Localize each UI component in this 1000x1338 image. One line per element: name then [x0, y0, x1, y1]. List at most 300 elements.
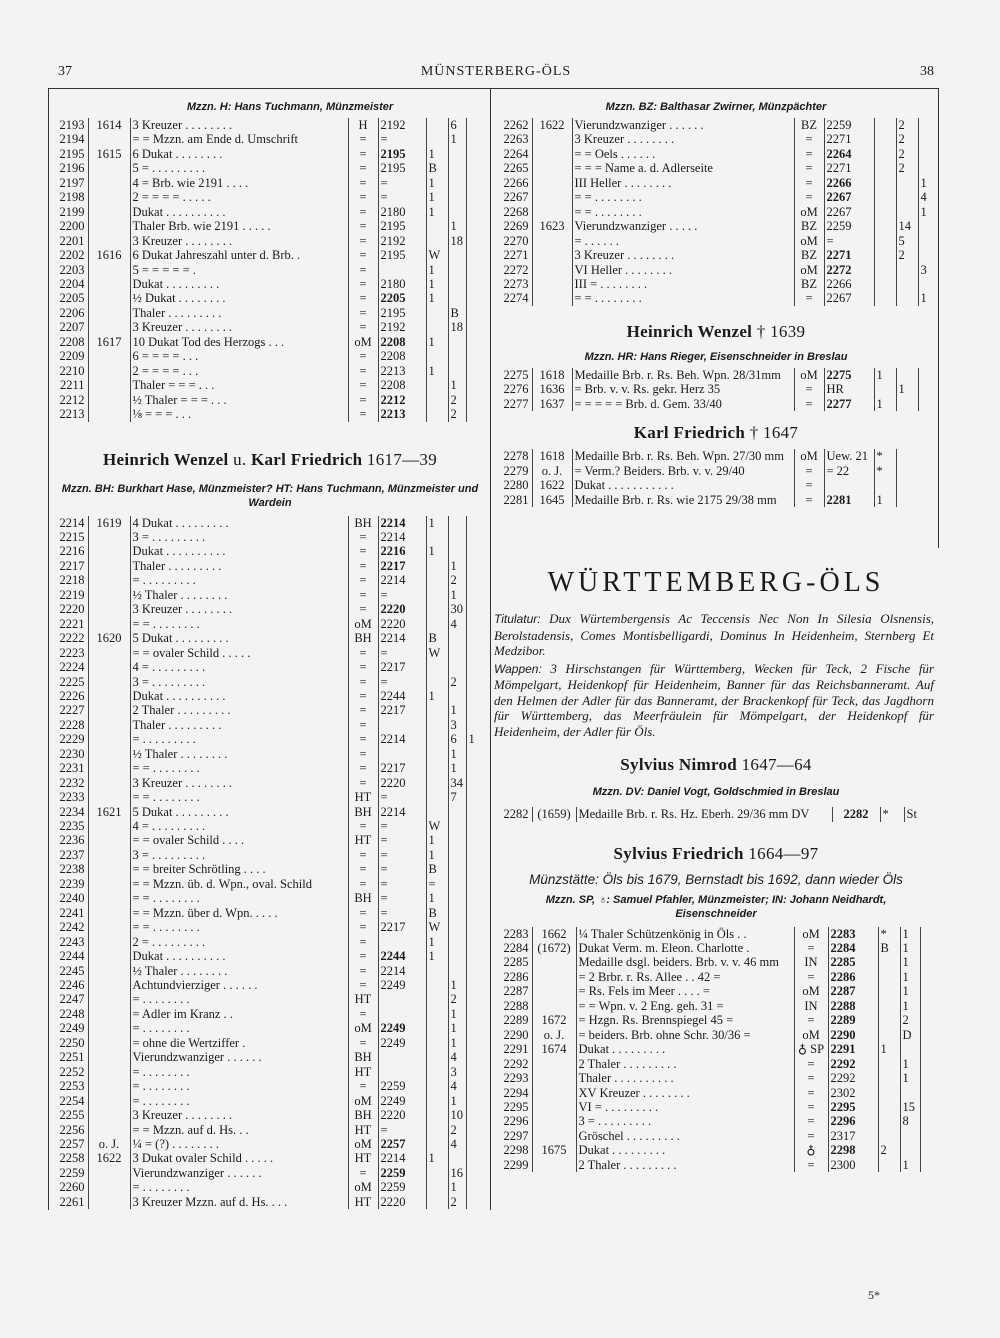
- table-row: [494, 1114, 934, 1128]
- description: Medaille Brb. r. Rs. Hz. Eberh. 29/36 mm DV: [576, 807, 832, 821]
- count-1: [426, 1195, 448, 1209]
- count-3: [466, 1036, 480, 1050]
- count-3: [466, 335, 480, 349]
- reference: 2180: [378, 277, 426, 291]
- catalog-number: 2198: [50, 190, 88, 204]
- description: 3 = . . . . . . . . .: [130, 530, 348, 544]
- count-2: 1: [448, 747, 466, 761]
- count-3: [920, 1071, 934, 1085]
- count-3: [466, 161, 480, 175]
- mint-mark: BH: [348, 631, 378, 645]
- reference: 2287: [828, 984, 878, 998]
- description: Thaler . . . . . . . . .: [130, 718, 348, 732]
- year: 1614: [88, 118, 130, 132]
- count-1: [426, 992, 448, 1006]
- year: [88, 732, 130, 746]
- count-2: 16: [448, 1166, 466, 1180]
- count-2: 4: [448, 1079, 466, 1093]
- table-row: [494, 118, 934, 132]
- mint-mark: =: [794, 397, 824, 411]
- mint-mark: =: [348, 190, 378, 204]
- reference: 2259: [824, 118, 874, 132]
- mint-mark: BZ: [794, 277, 824, 291]
- count-2: 1: [448, 378, 466, 392]
- catalog-number: 2276: [494, 382, 532, 396]
- reference: 2290: [828, 1028, 878, 1042]
- description: = . . . . . . . .: [130, 1180, 348, 1194]
- count-3: 4: [920, 190, 927, 205]
- reference: 2195: [378, 306, 426, 320]
- table-row: [494, 1057, 934, 1071]
- count-2: 5: [896, 234, 918, 248]
- table-row: [50, 1180, 480, 1194]
- catalog-number: 2299: [494, 1158, 532, 1172]
- reference: =: [378, 790, 426, 804]
- mint-mark: =: [794, 161, 824, 175]
- reference: HR: [824, 382, 874, 396]
- count-2: 1: [448, 219, 466, 233]
- reference: 2298: [828, 1143, 878, 1157]
- catalog-number: 2282: [494, 807, 532, 821]
- mint-mark: =: [348, 776, 378, 790]
- coin-table: [494, 118, 934, 306]
- table-row: [50, 906, 480, 920]
- count-3: [466, 349, 480, 363]
- table-row: [494, 1158, 934, 1172]
- count-2: [900, 1129, 920, 1143]
- mint-mark: =: [348, 147, 378, 161]
- description: = = ovaler Schild . . . .: [130, 833, 348, 847]
- count-3: [466, 1166, 480, 1180]
- count-3: [466, 1007, 480, 1021]
- section-heading: Karl Friedrich † 1647: [633, 423, 799, 443]
- count-3: [466, 219, 480, 233]
- table-row: [50, 790, 480, 804]
- count-2: [448, 646, 466, 660]
- description: ½ Thaler . . . . . . . .: [130, 964, 348, 978]
- description: = = . . . . . . . .: [572, 205, 794, 219]
- count-1: [878, 1100, 900, 1114]
- reference: 2292: [828, 1057, 878, 1071]
- count-1: [426, 747, 448, 761]
- count-3: [920, 1158, 934, 1172]
- count-3: 1: [920, 291, 927, 306]
- catalog-number: 2212: [50, 393, 88, 407]
- reference: 2217: [378, 660, 426, 674]
- reference: 2214: [378, 631, 426, 645]
- year: [88, 1195, 130, 1209]
- count-2: 1: [448, 761, 466, 775]
- catalog-number: 2275: [494, 368, 532, 382]
- table-row: [494, 277, 934, 291]
- count-3: [466, 407, 480, 421]
- mint-mark: =: [348, 1079, 378, 1093]
- mint-mark: =: [794, 1013, 828, 1027]
- table-row: [494, 970, 934, 984]
- count-2: 2: [448, 675, 466, 689]
- description: 3 = . . . . . . . . .: [130, 675, 348, 689]
- mint-mark: =: [348, 848, 378, 862]
- mint-mark: =: [794, 147, 824, 161]
- catalog-number: 2249: [50, 1021, 88, 1035]
- year: [88, 703, 130, 717]
- count-2: [448, 935, 466, 949]
- mint-mark: HT: [348, 992, 378, 1006]
- catalog-number: 2237: [50, 848, 88, 862]
- description: = = Mzzn. am Ende d. Umschrift: [130, 132, 348, 146]
- table-row: [50, 132, 480, 146]
- count-1: [874, 382, 896, 396]
- mint-mark: =: [348, 291, 378, 305]
- catalog-number: 2259: [50, 1166, 88, 1180]
- count-1: 1: [426, 544, 448, 558]
- count-1: [426, 660, 448, 674]
- count-1: [426, 1166, 448, 1180]
- count-2: [448, 277, 466, 291]
- catalog-number: 2289: [494, 1013, 532, 1027]
- table-row: [494, 205, 934, 219]
- count-2: 1: [448, 1036, 466, 1050]
- description: Thaler . . . . . . . . .: [130, 559, 348, 573]
- count-1: B: [426, 862, 448, 876]
- description: = = . . . . . . . .: [130, 617, 348, 631]
- count-3: [466, 190, 480, 204]
- table-row: [50, 964, 480, 978]
- description: ½ Thaler . . . . . . . .: [130, 588, 348, 602]
- wuerttemberg-oels-title: WÜRTTEMBERG-ÖLS: [547, 567, 885, 599]
- count-2: 1: [900, 941, 920, 955]
- year: [88, 675, 130, 689]
- left-column: [50, 100, 490, 1209]
- catalog-number: 2227: [50, 703, 88, 717]
- mint-mark: =: [348, 920, 378, 934]
- count-3: [466, 1021, 480, 1035]
- count-3: [918, 234, 934, 248]
- mint-mark-heading: Mzzn. DV: Daniel Vogt, Goldschmied in Breslau: [592, 786, 840, 799]
- count-2: [896, 205, 918, 219]
- count-2: [896, 277, 918, 291]
- count-3: [466, 949, 480, 963]
- count-3: [466, 147, 480, 161]
- count-2: 3: [448, 718, 466, 732]
- table-row: [494, 1129, 934, 1143]
- description: = Rs. Fels im Meer . . . . =: [576, 984, 794, 998]
- year: [532, 1057, 576, 1071]
- catalog-number: 2235: [50, 819, 88, 833]
- coin-table: [494, 927, 934, 1173]
- year: [532, 1114, 576, 1128]
- table-row: [50, 1137, 480, 1151]
- description: Medaille Brb. r. Rs. Beh. Wpn. 28/31mm: [572, 368, 794, 382]
- mint-mark: =: [348, 407, 378, 421]
- count-1: 1: [426, 176, 448, 190]
- count-2: [448, 819, 466, 833]
- table-row: [50, 277, 480, 291]
- reference: Uew. 21: [824, 449, 874, 463]
- count-1: [874, 478, 896, 492]
- table-row: [494, 807, 934, 821]
- year: [532, 132, 572, 146]
- mint-mark: BH: [348, 1108, 378, 1122]
- table-row: [50, 407, 480, 421]
- year: [88, 219, 130, 233]
- count-2: 1: [896, 382, 918, 396]
- mint-mark: =: [794, 1057, 828, 1071]
- count-2: 1: [900, 1158, 920, 1172]
- catalog-number: 2242: [50, 920, 88, 934]
- catalog-number: 2260: [50, 1180, 88, 1194]
- year: [532, 277, 572, 291]
- year: [88, 718, 130, 732]
- count-1: [426, 1050, 448, 1064]
- reference: 2264: [824, 147, 874, 161]
- reference: 2271: [824, 161, 874, 175]
- count-2: [448, 877, 466, 891]
- count-2: [448, 920, 466, 934]
- year: [532, 161, 572, 175]
- reference: =: [378, 819, 426, 833]
- table-row: [494, 493, 934, 507]
- description: Achtundvierziger . . . . . .: [130, 978, 348, 992]
- description: 3 Kreuzer Mzzn. auf d. Hs. . . .: [130, 1195, 348, 1209]
- count-3: [466, 602, 480, 616]
- catalog-number: 2221: [50, 617, 88, 631]
- count-1: [426, 732, 448, 746]
- reference: 2180: [378, 205, 426, 219]
- table-row: [50, 147, 480, 161]
- description: 3 Kreuzer . . . . . . . .: [130, 776, 348, 790]
- count-3: [466, 631, 480, 645]
- description: 6 Dukat Jahreszahl unter d. Brb. .: [130, 248, 348, 262]
- count-3: [918, 132, 934, 146]
- table-row: [50, 1108, 480, 1122]
- reference: 2244: [378, 949, 426, 963]
- count-3: [466, 675, 480, 689]
- description: Vierundzwanziger . . . . .: [572, 219, 794, 233]
- year: [88, 291, 130, 305]
- count-1: W: [426, 248, 448, 262]
- reference: =: [378, 862, 426, 876]
- reference: =: [378, 588, 426, 602]
- description: Gröschel . . . . . . . . .: [576, 1129, 794, 1143]
- count-1: [874, 190, 896, 204]
- year: [88, 949, 130, 963]
- mint-mark: =: [794, 493, 824, 507]
- count-3: [466, 1094, 480, 1108]
- count-2: 15: [900, 1100, 920, 1114]
- reference: =: [378, 877, 426, 891]
- count-3: [466, 862, 480, 876]
- count-1: *: [878, 927, 900, 941]
- description: 2 Thaler . . . . . . . . .: [130, 703, 348, 717]
- count-1: 1: [426, 935, 448, 949]
- mint-mark: =: [348, 132, 378, 146]
- right-column: [494, 100, 938, 1172]
- catalog-number: 2246: [50, 978, 88, 992]
- catalog-number: 2288: [494, 999, 532, 1013]
- reference: 2259: [378, 1079, 426, 1093]
- count-3: [918, 277, 934, 291]
- catalog-number: 2295: [494, 1100, 532, 1114]
- count-3: [918, 118, 934, 132]
- table-row: [494, 941, 934, 955]
- count-2: [448, 964, 466, 978]
- year: 1620: [88, 631, 130, 645]
- catalog-number: 2215: [50, 530, 88, 544]
- count-3: [920, 1057, 934, 1071]
- description: = = . . . . . . . .: [130, 891, 348, 905]
- count-3: [918, 248, 934, 262]
- reference: 2220: [378, 1195, 426, 1209]
- year: [532, 190, 572, 204]
- year: [88, 161, 130, 175]
- count-1: [426, 761, 448, 775]
- count-2: [448, 364, 466, 378]
- table-row: [50, 602, 480, 616]
- catalog-number: 2211: [50, 378, 88, 392]
- catalog-number: 2298: [494, 1143, 532, 1157]
- count-2: [448, 805, 466, 819]
- mint-mark: oM: [348, 1137, 378, 1151]
- reference: 2249: [378, 1094, 426, 1108]
- year: [532, 1100, 576, 1114]
- reference: 2285: [828, 955, 878, 969]
- count-3: [466, 176, 480, 190]
- table-row: [494, 1143, 934, 1157]
- count-3: [466, 978, 480, 992]
- description: = = . . . . . . . .: [130, 761, 348, 775]
- reference: 2271: [824, 132, 874, 146]
- table-row: [494, 219, 934, 233]
- catalog-number: 2220: [50, 602, 88, 616]
- year: [88, 790, 130, 804]
- year: [88, 1036, 130, 1050]
- mint-mark: IN: [794, 955, 828, 969]
- description: 2 = = = = . . . . .: [130, 190, 348, 204]
- reference: 2213: [378, 407, 426, 421]
- mint-mark: =: [794, 941, 828, 955]
- catalog-number: 2213: [50, 407, 88, 421]
- count-2: 6: [448, 118, 466, 132]
- reference: 2220: [378, 776, 426, 790]
- count-2: 2: [896, 132, 918, 146]
- reference: 2214: [378, 805, 426, 819]
- count-3: [920, 1086, 934, 1100]
- mint-mark: =: [348, 1166, 378, 1180]
- mint-location-line: Münzstätte: Öls bis 1679, Bernstadt bis 1692, dann wieder Öls: [529, 871, 903, 887]
- table-row: [50, 1166, 480, 1180]
- year: [88, 378, 130, 392]
- reference: 2214: [378, 530, 426, 544]
- mint-mark: HT: [348, 1065, 378, 1079]
- count-2: 1: [900, 927, 920, 941]
- table-row: [50, 1065, 480, 1079]
- mint-mark-heading: Mzzn. BZ: Balthasar Zwirner, Münzpächter: [605, 101, 827, 113]
- count-3: [466, 992, 480, 1006]
- count-2: 3: [448, 1065, 466, 1079]
- count-3: 1: [920, 175, 927, 190]
- count-1: [878, 1013, 900, 1027]
- table-row: [50, 1151, 480, 1165]
- mint-mark: =: [348, 646, 378, 660]
- count-2: D: [900, 1028, 920, 1042]
- description: ¼ = (?) . . . . . . . .: [130, 1137, 348, 1151]
- count-3: [466, 617, 480, 631]
- description: = beiders. Brb. ohne Schr. 30/36 =: [576, 1028, 794, 1042]
- count-2: [448, 833, 466, 847]
- coin-table: [494, 368, 934, 411]
- count-1: B: [426, 161, 448, 175]
- mint-mark: =: [348, 176, 378, 190]
- year: [532, 205, 572, 219]
- year: 1618: [532, 449, 572, 463]
- count-1: [874, 291, 896, 305]
- year: 1637: [532, 397, 572, 411]
- description: VI Heller . . . . . . . .: [572, 263, 794, 277]
- count-3: [466, 364, 480, 378]
- count-2: 1: [448, 1180, 466, 1194]
- year: [88, 646, 130, 660]
- mint-mark: =: [348, 1007, 378, 1021]
- table-row: [50, 573, 480, 587]
- year: [88, 776, 130, 790]
- reference: = 22: [824, 464, 874, 478]
- reference: 2217: [378, 703, 426, 717]
- description: = 2 Brbr. r. Rs. Allee . . 42 =: [576, 970, 794, 984]
- description: = Verm.? Beiders. Brb. v. v. 29/40: [572, 464, 794, 478]
- table-row: [494, 984, 934, 998]
- table-row: [50, 393, 480, 407]
- count-2: [900, 1143, 920, 1157]
- description: Thaler . . . . . . . . . .: [576, 1071, 794, 1085]
- count-2: [448, 335, 466, 349]
- table-row: [50, 248, 480, 262]
- catalog-number: 2269: [494, 219, 532, 233]
- right-frame-rule: [938, 88, 939, 548]
- count-3: [466, 132, 480, 146]
- description: Medaille dsgl. beiders. Brb. v. v. 46 mm: [576, 955, 794, 969]
- catalog-number: 2255: [50, 1108, 88, 1122]
- left-frame-rule: [48, 88, 49, 1210]
- mint-mark: =: [348, 964, 378, 978]
- count-3: [466, 1180, 480, 1194]
- description: 3 Kreuzer . . . . . . . .: [130, 320, 348, 334]
- reference: 2295: [828, 1100, 878, 1114]
- table-row: [494, 1013, 934, 1027]
- count-2: [448, 530, 466, 544]
- catalog-number: 2238: [50, 862, 88, 876]
- count-3: [466, 920, 480, 934]
- mint-mark: BH: [348, 805, 378, 819]
- count-3: [466, 935, 480, 949]
- mint-mark: =: [794, 1114, 828, 1128]
- year: [532, 234, 572, 248]
- count-3: [466, 833, 480, 847]
- count-2: 2: [448, 393, 466, 407]
- year: [88, 573, 130, 587]
- count-2: 1: [448, 559, 466, 573]
- count-1: [426, 1036, 448, 1050]
- reference: 2208: [378, 349, 426, 363]
- catalog-number: 2236: [50, 833, 88, 847]
- count-2: 1: [900, 999, 920, 1013]
- count-3: [920, 1129, 934, 1143]
- count-3: [466, 1123, 480, 1137]
- reference: 2220: [378, 617, 426, 631]
- count-1: W: [426, 819, 448, 833]
- description: Dukat . . . . . . . . . .: [130, 949, 348, 963]
- reference: 2249: [378, 978, 426, 992]
